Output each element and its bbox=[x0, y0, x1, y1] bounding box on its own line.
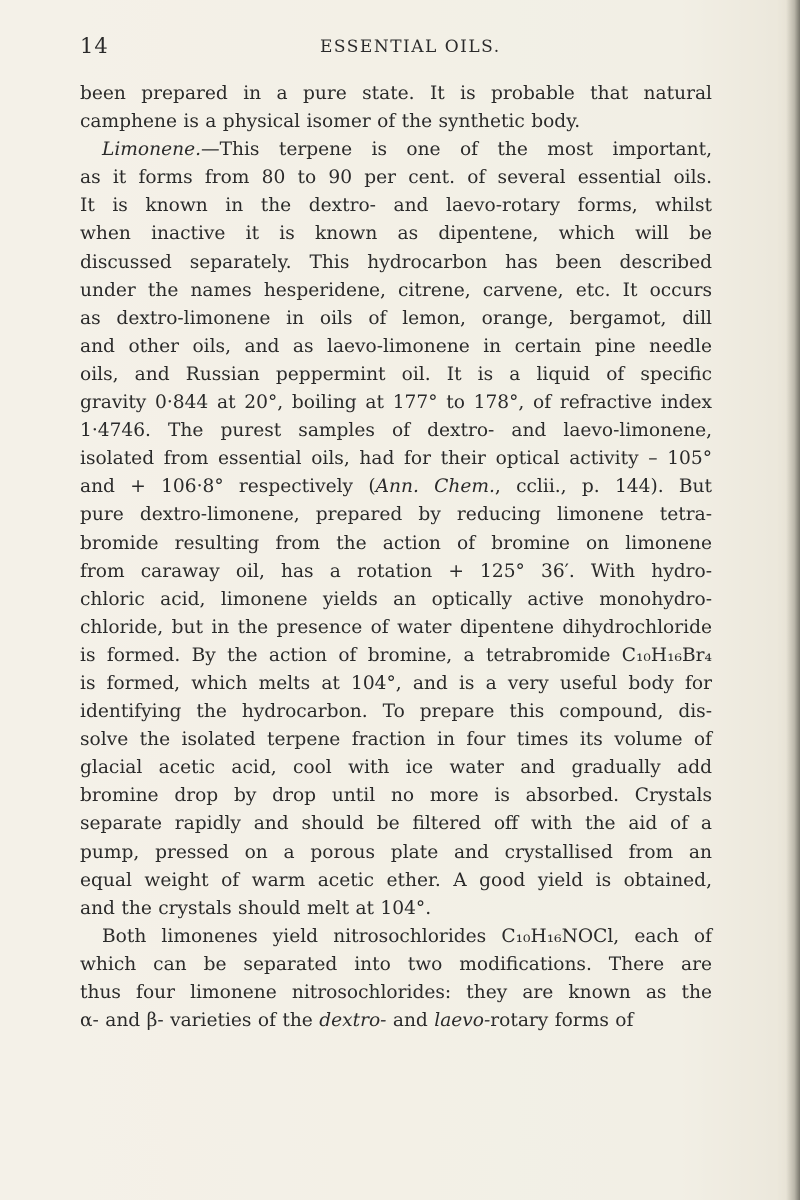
text-line: glacial acetic acid, cool with ice water and gradually add bbox=[80, 757, 712, 779]
text-line: Limonene.—This terpene is one of the most important, bbox=[102, 139, 712, 161]
text-line: identifying the hydrocarbon. To prepare this compound, dis- bbox=[80, 701, 712, 723]
text-line: thus four limonene nitrosochlorides: they are known as the bbox=[80, 982, 712, 1003]
text-line: Both limonenes yield nitrosochlorides C₁₀H₁₆NOCl, each of bbox=[102, 925, 712, 947]
paragraph bbox=[80, 923, 712, 1035]
text-line: when inactive it is known as dipentene, which will be bbox=[80, 223, 712, 245]
text-line: and + 106·8° respectively (Ann. Chem., cclii., p. 144). But bbox=[80, 476, 712, 498]
text-line: pure dextro-limonene, prepared by reducing limonene tetra- bbox=[80, 504, 712, 526]
text-line: and other oils, and as laevo-limonene in certain pine needle bbox=[80, 335, 712, 357]
text-line: bromide resulting from the action of bromine on limonene bbox=[80, 532, 712, 554]
text-line: is formed. By the action of bromine, a tetrabromide C₁₀H₁₆Br₄ bbox=[80, 644, 712, 666]
text-line: It is known in the dextro- and laevo-rotary forms, whilst bbox=[80, 195, 712, 217]
text-line: solve the isolated terpene fraction in four times its volume of bbox=[80, 729, 712, 751]
text-line: gravity 0·844 at 20°, boiling at 177° to 178°, of refractive index bbox=[80, 392, 712, 414]
paragraph bbox=[80, 136, 712, 923]
text-line: under the names hesperidene, citrene, carvene, etc. It occurs bbox=[80, 279, 712, 301]
text-line: from caraway oil, has a rotation + 125° 36′. With hydro- bbox=[80, 560, 712, 582]
text-line: separate rapidly and should be filtered off with the aid of a bbox=[80, 813, 712, 835]
text-line: discussed separately. This hydrocarbon has been described bbox=[80, 251, 712, 273]
text-line: been prepared in a pure state. It is probable that natural bbox=[80, 83, 712, 104]
page-edge-shadow bbox=[786, 0, 800, 1200]
text-line: oils, and Russian peppermint oil. It is a liquid of specific bbox=[80, 363, 712, 385]
text-line: isolated from essential oils, had for their optical activity – 105° bbox=[80, 448, 712, 470]
page-number: 14 bbox=[80, 34, 109, 58]
text-line: and the crystals should melt at 104°. bbox=[80, 897, 432, 919]
text-line: as dextro-limonene in oils of lemon, orange, bergamot, dill bbox=[80, 307, 712, 329]
text-line: which can be separated into two modifications. There are bbox=[80, 953, 712, 975]
body-text bbox=[80, 80, 712, 1035]
running-head bbox=[80, 34, 720, 64]
text-line: is formed, which melts at 104°, and is a very useful body for bbox=[80, 672, 712, 694]
text-line: camphene is a physical isomer of the synthetic body. bbox=[80, 111, 581, 133]
paragraph bbox=[80, 80, 712, 136]
text-line: pump, pressed on a porous plate and crystallised from an bbox=[80, 841, 712, 863]
text-line: 1·4746. The purest samples of dextro- and laevo-limonene, bbox=[80, 420, 712, 442]
text-line: equal weight of warm acetic ether. A good yield is obtained, bbox=[80, 869, 712, 891]
text-line: α- and β- varieties of the dextro- and laevo-rotary forms of bbox=[80, 1010, 634, 1032]
text-line: chloride, but in the presence of water dipentene dihydrochloride bbox=[80, 616, 712, 638]
text-line: chloric acid, limonene yields an optically active monohydro- bbox=[80, 588, 712, 610]
text-line: as it forms from 80 to 90 per cent. of several essential oils. bbox=[80, 167, 712, 189]
text-line: bromine drop by drop until no more is absorbed. Crystals bbox=[80, 785, 712, 807]
running-title: ESSENTIAL OILS. bbox=[320, 37, 501, 57]
